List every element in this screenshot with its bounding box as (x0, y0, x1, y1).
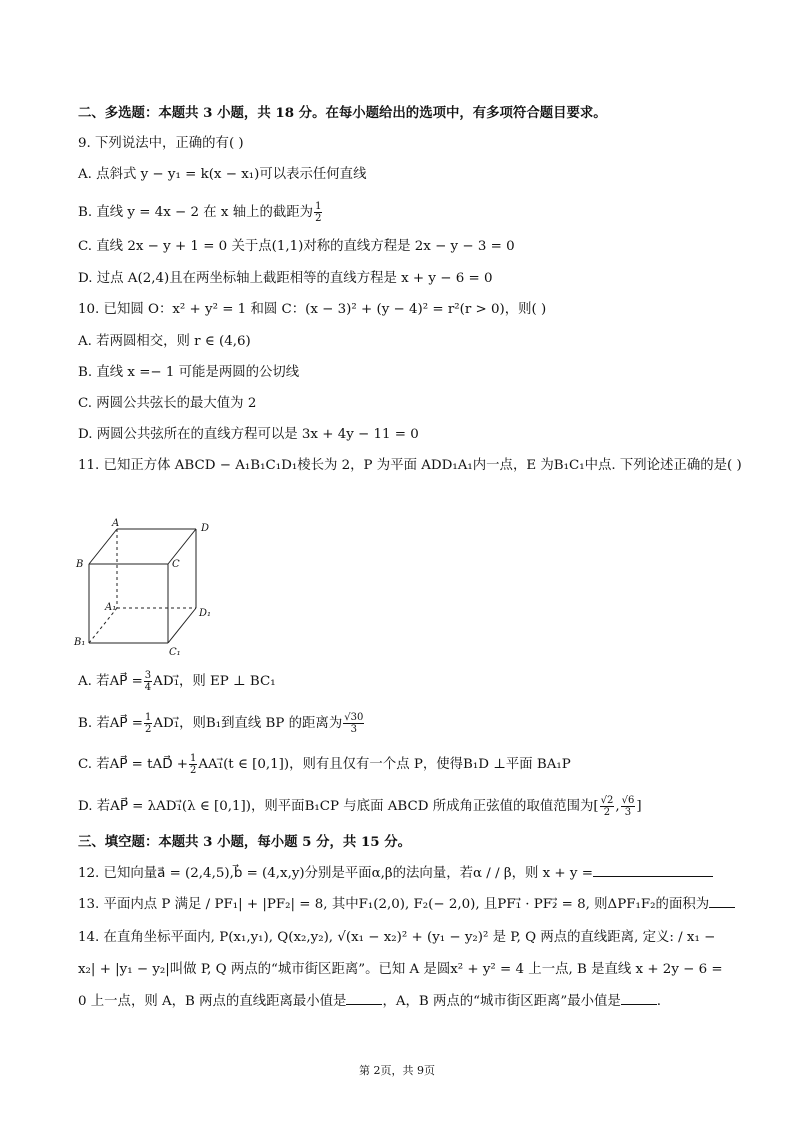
q9-option-b: B. 直线 y = 4x − 2 在 x 轴上的截距为 $\frac{1}{2}$ (78, 201, 322, 224)
fraction: $\frac{1}{2}$ (315, 201, 322, 224)
page-footer: 第 2页，共 9页 (359, 1064, 435, 1077)
edge-c1d1 (168, 608, 196, 643)
edge-ba (89, 529, 117, 564)
fraction: $\frac{1}{2}$ (190, 753, 197, 776)
fraction: $\frac{1}{2}$ (144, 712, 152, 735)
edge-b1a1-hidden (89, 608, 117, 643)
cube-label-b: B (76, 559, 84, 570)
q9-option-d: D. 过点 A(2,4)且在两坐标轴上截距相等的直线方程是 x + y − 6 = 0 (78, 271, 493, 286)
q12: 12. 已知向量a⃗ = (2,4,5),b⃗ = (4,x,y)分别是平面α,β的法向量，若α / / β，则 x + y = (78, 864, 713, 884)
q9-option-a: A. 点斜式 y − y₁ = k(x − x₁)可以表示任何直线 (78, 167, 367, 182)
q11-option-c: C. 若AP⃗ = tAD⃗ + $\frac{1}{2}$ AA₁⃗(t ∈ [0,1])，则有且仅有一个点 P，使得B₁D ⊥平面 BA₁P (78, 753, 571, 776)
answer-blank[interactable] (709, 895, 735, 908)
q11-option-b: B. 若AP⃗ = $\frac{1}{2}$ AD₁⃗，则B₁到直线 BP 的距离为 $\frac{√30}{3}$ (78, 712, 364, 735)
q10-option-a: A. 若两圆相交，则 r ∈ (4,6) (78, 334, 251, 349)
fraction: $\frac{3}{4}$ (144, 670, 152, 693)
answer-blank[interactable] (621, 992, 657, 1005)
q14-line-1: 14. 在直角坐标平面内, P(x₁,y₁), Q(x₂,y₂), √(x₁ − x₂)² + (y₁ − y₂)² 是 P, Q 两点的直线距离, 定义: / x₁ − (78, 930, 716, 945)
section-3-heading: 三、填空题：本题共 3 小题，每小题 5 分，共 15 分。 (78, 834, 412, 850)
q11-option-d: D. 若AP⃗ = λAD₁⃗(λ ∈ [0,1])，则平面B₁CP 与底面 ABCD 所成角正弦值的取值范围为[ $\frac{√2}{2}$ , $\frac{√6}{3}$ ] (78, 795, 642, 818)
cube-label-d1: D₁ (199, 608, 212, 619)
cube-figure (72, 515, 222, 660)
fraction: $\frac{√6}{3}$ (621, 795, 635, 818)
q11-stem: 11. 已知正方体 ABCD − A₁B₁C₁D₁棱长为 2，P 为平面 ADD₁A₁内一点，E 为B₁C₁中点. 下列论述正确的是( ) (78, 458, 742, 473)
fraction: $\frac{√30}{3}$ (344, 712, 364, 735)
q10-stem: 10. 已知圆 O：x² + y² = 1 和圆 C：(x − 3)² + (y − 4)² = r²(r > 0)，则( ) (78, 302, 547, 317)
section-2-heading: 二、多选题：本题共 3 小题，共 18 分。在每小题给出的选项中，有多项符合题目要求。 (78, 105, 607, 121)
q11-option-a: A. 若AP⃗ = $\frac{3}{4}$ AD₁⃗，则 EP ⊥ BC₁ (78, 670, 276, 693)
answer-blank[interactable] (346, 992, 382, 1005)
cube-label-a: A (112, 518, 120, 529)
q14-line-2: x₂| + |y₁ − y₂|叫做 P, Q 两点的“城市街区距离”。已知 A 是圆x² + y² = 4 上一点, B 是直线 x + 2y − 6 = (78, 962, 723, 977)
cube-label-a1: A₁ (105, 602, 117, 613)
q9-stem: 9. 下列说法中，正确的有( ) (78, 136, 244, 151)
fraction: $\frac{√2}{2}$ (600, 795, 614, 818)
cube-label-c: C (172, 559, 180, 570)
answer-blank[interactable] (593, 864, 713, 877)
q13: 13. 平面内点 P 满足 / PF₁| + |PF₂| = 8, 其中F₁(2,0), F₂(− 2,0), 且PF₁⃗ · PF₂⃗ = 8, 则ΔPF₁F₂的面积为 (78, 895, 735, 915)
q10-option-b: B. 直线 x =− 1 可能是两圆的公切线 (78, 365, 300, 380)
cube-label-d: D (201, 523, 210, 534)
cube-label-b1: B₁ (74, 637, 86, 648)
q9-option-c: C. 直线 2x − y + 1 = 0 关于点(1,1)对称的直线方程是 2x − y − 3 = 0 (78, 239, 515, 254)
q10-option-c: C. 两圆公共弦长的最大值为 2 (78, 396, 257, 411)
cube-label-c1: C₁ (169, 647, 181, 658)
q10-option-d: D. 两圆公共弦所在的直线方程可以是 3x + 4y − 11 = 0 (78, 427, 419, 442)
q14-line-3: 0 上一点，则 A，B 两点的直线距离最小值是 ，A，B 两点的“城市街区距离”最小值是 . (78, 994, 662, 1009)
